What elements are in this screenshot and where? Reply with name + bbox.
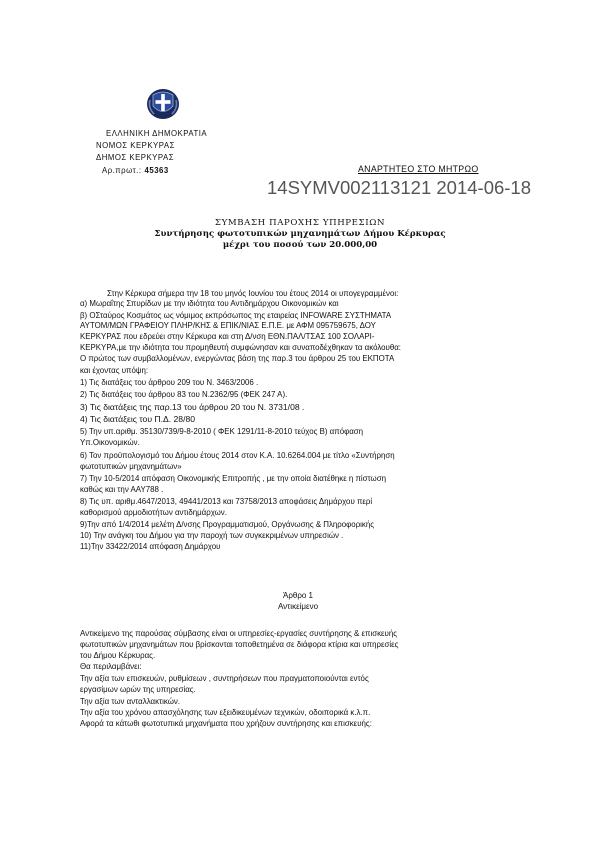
intro-line: α) Μωραΐτης Σπυρίδων με την ιδιότητα του Αντιδημάρχου Οικονομικών και [80,299,339,308]
consideration-item: 10) Την ανάγκη του Δήμου για την παροχή των συγκεκριμένων υπηρεσιών . [80,531,344,540]
prefecture-label: ΝΟΜΟΣ ΚΕΡΚΥΡΑΣ [96,141,175,150]
article-line: Θα περιλαμβάνει: [80,662,142,671]
intro-line: Στην Κέρκυρα σήμερα την 18 του μηνός Ιουνίου του έτους 2014 οι υπογεγραμμένοι: [107,289,399,298]
consideration-item: καθώς και την ΑΑΥ788 . [80,485,164,494]
ada-code: 14SYMV002113121 2014-06-18 [267,177,532,198]
consideration-item: 11)Την 33422/2014 απόφαση Δημάρχου [80,542,221,551]
article-line: Την αξία του χρόνου απασχόλησης των εξειδικευμένων τεχνικών, οδοιπορικά κ.λ.π. [80,708,371,717]
intro-line: ΚΕΡΚΥΡΑΣ που εδρεύει στην Κέρκυρα και στη Δ/νση ΕΘΝ.ΠΑΛ/ΤΣΑΣ 100 ΣΟΛΑΡΙ- [80,332,375,341]
protocol-value: 45363 [144,166,169,175]
consideration-item: 1) Τις διατάξεις του άρθρου 209 του Ν. 3463/2006 . [80,378,259,387]
intro-line: ΑΥΤΟΜ/ΜΩΝ ΓΡΑΦΕΙΟΥ ΠΛΗΡ/ΚΗΣ & ΕΠΙΚ/ΝΙΑΣ Ε.Π.Ε. με ΑΦΜ 095759675, ΔΟΥ [80,321,376,330]
consideration-item: 3) Τις διατάξεις της παρ.13 του άρθρου 20 του Ν. 3731/08 . [80,402,305,412]
contract-amount: μέχρι του ποσού των 20.000,00 [222,240,378,250]
protocol-label: Αρ.πρωτ.: [102,166,142,175]
intro-line: Ο πρώτος των συμβαλλομένων, ενεργώντας βάση της παρ.3 του άρθρου 25 του ΕΚΠΟΤΑ [80,354,395,363]
municipality-label: ΔΗΜΟΣ ΚΕΡΚΥΡΑΣ [96,153,175,162]
republic-label: ΕΛΛΗΝΙΚΗ ΔΗΜΟΚΡΑΤΙΑ [106,129,208,138]
consideration-item: 4) Τις διατάξεις του Π.Δ. 28/80 [80,414,196,424]
consideration-item: 6) Τον προϋπολογισμό του Δήμου έτους 2014 στον Κ.Α. 10.6264.004 με τίτλο «Συντήρηση [80,451,395,460]
consideration-item: 2) Τις διατάξεις του άρθρου 83 του Ν.2362/95 (ΦΕΚ 247 Α). [80,390,288,399]
article-subheading: Αντικείμενο [277,602,319,611]
article-line: του Δήμου Κέρκυρας. [80,651,156,660]
consideration-item: 5) Την υπ.αριθμ. 35130/739/9-8-2010 ( ΦΕΚ 1291/11-8-2010 τεύχος Β) απόφαση [80,427,364,436]
intro-line: και έχοντας υπόψη: [80,366,149,375]
consideration-item: 8) Τις υπ. αριθμ.4647/2013, 49441/2013 και 73758/2013 αποφάσεις Δημάρχου περί [80,497,373,506]
consideration-item: καθορισμού αρμοδιοτήτων αντιδημάρχων. [80,508,227,517]
intro-line: β) ΟΣταύρος Κοσμάτος ως νόμιμος εκπρόσωπος της εταιρείας INFOWARE ΣΥΣΤΗΜΑΤΑ [80,311,392,320]
article-line: Την αξία των επισκευών, ρυθμίσεων , συντηρήσεων που πραγματοποιούνται εντός [80,674,369,683]
consideration-item: 7) Την 10-5/2014 απόφαση Οικονομικής Επιτροπής , με την οποία διατέθηκε η πίστωση [80,474,386,483]
intro-line: ΚΕΡΚΥΡΑ,με την ιδιότητα του προμηθευτή συμφώνησαν και συναποδέχθηκαν τα ακόλουθα: [80,343,401,352]
consideration-item: φωτοτυπικών μηχανημάτων» [80,462,182,471]
greek-coat-of-arms-icon [146,86,180,120]
article-line: Αντικείμενο της παρούσας σύμβασης είναι οι υπηρεσίες-εργασίες συντήρησης & επισκευής [80,629,398,638]
contract-subtitle: Συντήρησης φωτοτυπικών μηχανημάτων Δήμου Κέρκυρας [154,229,446,239]
consideration-item: Υπ.Οικονομικών. [80,438,140,447]
registry-label: ΑΝΑΡΤΗΤΕΟ ΣΤΟ ΜΗΤΡΩΟ [358,164,479,174]
contract-title: ΣΥΜΒΑΣΗ ΠΑΡΟΧΗΣ ΥΠΗΡΕΣΙΩΝ [214,218,386,228]
article-line: Την αξία των ανταλλακτικών. [80,697,181,706]
article-line: εργασίμων ωρών της υπηρεσίας. [80,685,196,694]
consideration-item: 9)Την από 1/4/2014 μελέτη Δ/νσης Προγραμματισμού, Οργάνωσης & Πληροφορικής [80,520,375,529]
article-line: φωτοτυπικών μηχανημάτων που βρίσκονται τοποθετημένα σε διάφορα κτίρια και υπηρεσίες [80,640,399,649]
article-heading: Άρθρο 1 [282,591,313,600]
protocol-number [102,166,169,175]
article-line: Αφορά τα κάτωθι φωτοτυπικά μηχανήματα που χρήζουν συντήρησης και επισκευής: [80,719,372,728]
